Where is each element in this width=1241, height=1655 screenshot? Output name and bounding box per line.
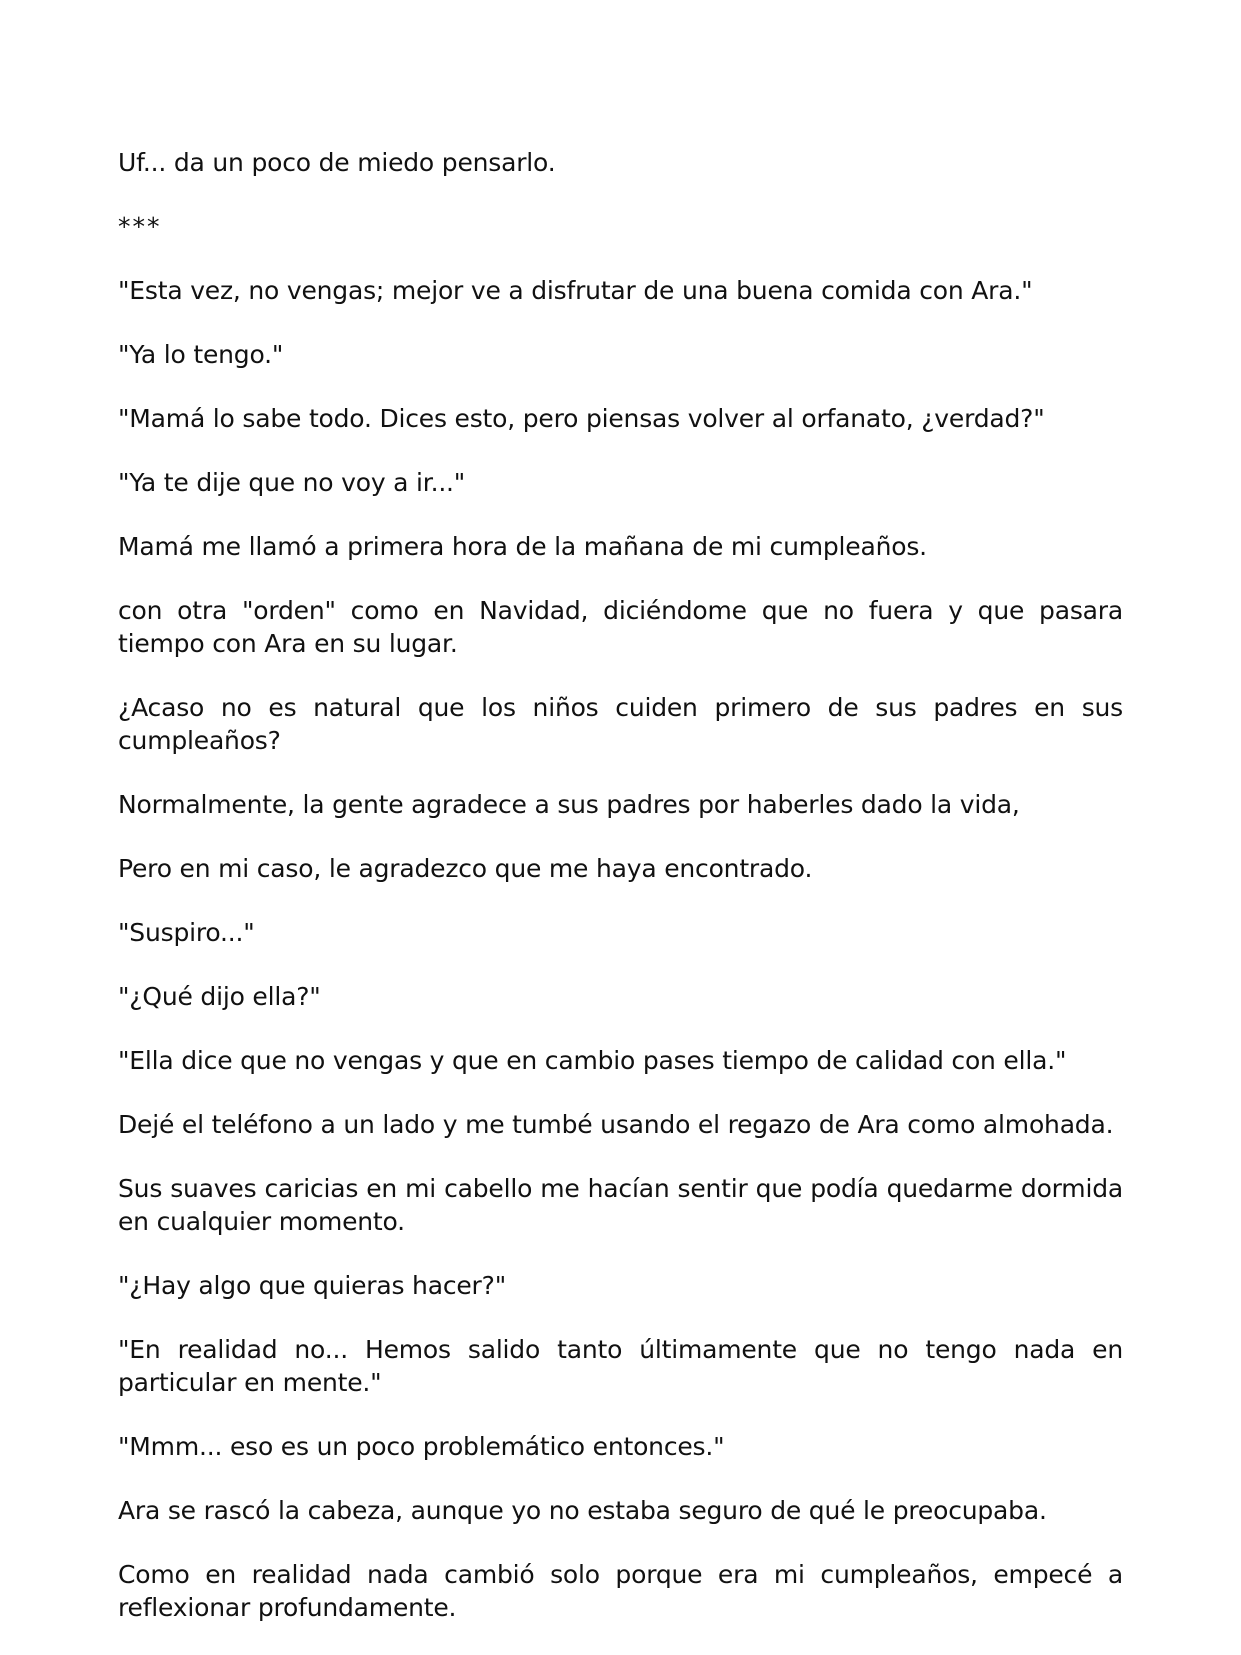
paragraph: "Ella dice que no vengas y que en cambio pases tiempo de calidad con ella." [118,1046,1067,1075]
paragraph: "Esta vez, no vengas; mejor ve a disfrutar de una buena comida con Ara." [118,276,1033,305]
paragraph: con otra "orden" como en Navidad, diciéndome que no fuera y que pasara tiempo con Ara en su lugar. [118,596,1123,658]
paragraph: "Ya te dije que no voy a ir..." [118,468,466,497]
paragraph: Pero en mi caso, le agradezco que me haya encontrado. [118,854,813,883]
document-body [118,146,1123,1655]
scene-break: *** [118,212,162,241]
paragraph: Mamá me llamó a primera hora de la mañana de mi cumpleaños. [118,532,927,561]
paragraph: "Ya lo tengo." [118,340,284,369]
paragraph: Uf... da un poco de miedo pensarlo. [118,148,556,177]
paragraph: "¿Hay algo que quieras hacer?" [118,1271,506,1300]
paragraph: ¿Acaso no es natural que los niños cuiden primero de sus padres en sus cumpleaños? [118,693,1123,755]
paragraph: "Mamá lo sabe todo. Dices esto, pero piensas volver al orfanato, ¿verdad?" [118,404,1045,433]
paragraph: "En realidad no... Hemos salido tanto últimamente que no tengo nada en particular en mente." [118,1335,1123,1397]
paragraph: Ara se rascó la cabeza, aunque yo no estaba seguro de qué le preocupaba. [118,1496,1047,1525]
paragraph: "Suspiro..." [118,918,255,947]
paragraph: Normalmente, la gente agradece a sus padres por haberles dado la vida, [118,790,1020,819]
paragraph: "Mmm... eso es un poco problemático entonces." [118,1432,725,1461]
paragraph: Dejé el teléfono a un lado y me tumbé usando el regazo de Ara como almohada. [118,1110,1114,1139]
paragraph: Como en realidad nada cambió solo porque era mi cumpleaños, empecé a reflexionar profundamente. [118,1560,1123,1622]
paragraph: Sus suaves caricias en mi cabello me hacían sentir que podía quedarme dormida en cualquier momento. [118,1174,1123,1236]
paragraph: "¿Qué dijo ella?" [118,982,321,1011]
